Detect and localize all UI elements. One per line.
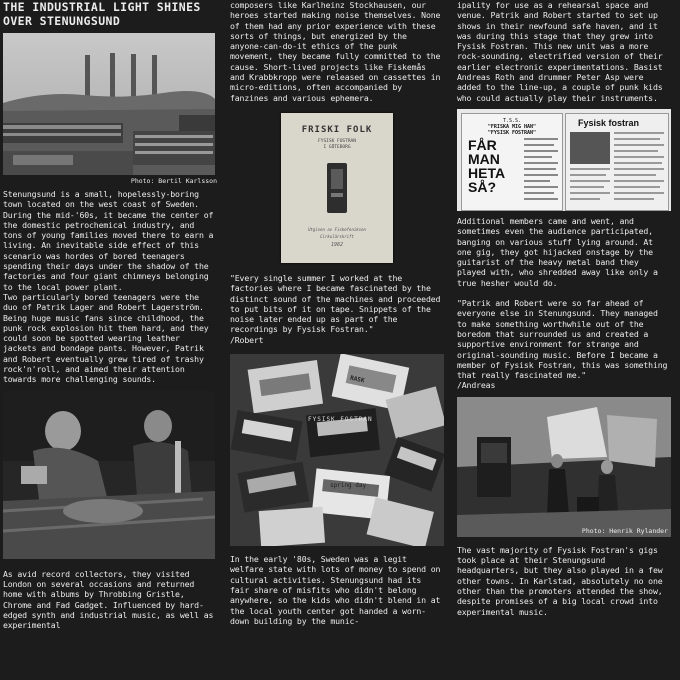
body-paragraph: Stenungsund is a small, hopelessly-boring town located on the west coast of Sweden. During the mid-'60s, it became the center of the domestic petrochemical industry, and tons of young families moved there to earn a living. An inevitable side effect of this scenario was hordes of bored teenagers spending their days under the shadow of the factories and four giant chimneys belonging to the local power plant. [3,189,214,292]
cassettes-photo: RASK FYSISK FOSTRAN spring day [230,354,444,546]
clip-left: T.S.S. "FRISKA MIG HAN" "FYSISK FOSTRAN" FÅR MAN HETA SÅ? [461,113,563,211]
body-paragraph: Additional members came and went, and sometimes even the audience participated, banging on various stuff lying around. At one gig, they got hijacked onstage by the guitarist of the heavy metal band they played with, who shredded away like only a true hesher would do. [457,215,658,288]
concert-photo: Photo: Henrik Rylander [457,397,671,537]
clip-right: Fysisk fostran [565,113,669,211]
article-title: THE INDUSTRIAL LIGHT SHINES OVER STENUNGSUND [3,0,201,28]
stenungsund-chimneys-photo [3,33,215,175]
clip-photo [570,132,610,164]
body-paragraph: Two particularly bored teenagers were the duo of Patrik Lager and Robert Lagerström. Being huge music fans since childhood, the punk rock explosion hit them hard, and they could soon be spotted wearing leather jackets and bondage pants. However, Patrik and Robert eventually grew tired of trashy rock'n'roll, and aimed their attention towards more challenging sounds. [3,291,209,385]
quote-robert: "Every single summer I worked at the factories where I became fascinated by the distinct sound of the machines and proceeded to put bits of it on tape. Snippets of the noise later ended up as part of the recordings by Fysisk Fostran." [230,272,441,335]
quote-attribution: /Robert [230,334,264,345]
fanzine-cover: FRISKI FOLK FYSISK FOSTRAN I GÖTEBORG Utgiven av Fiskefeniksen Cirkulärskrift 1982 [281,113,393,263]
clip-headline: FÅR MAN HETA SÅ? [468,136,506,195]
quote-attribution: /Andreas [457,380,496,391]
newspaper-clipping [457,109,671,211]
body-paragraph: composers like Karlheinz Stockhausen, our heroes started making noise themselves. None of them had any prior experience with these sorts of things, but energized by the anyone-can-do-it ethics of the punk movement, they became fully committed to the cause. Short-lived projects like Fiskemås and Krabbkropp were released on cassettes in micro-editions, often accompanied by fanzines and various ephemera. [230,0,441,103]
column-3 [457,0,671,680]
column-1 [3,0,217,680]
party-photo [3,391,215,559]
body-paragraph: ipality for use as a rehearsal space and venue. Patrik and Robert started to set up shows in their newfound safe haven, and it was during this stage that they grew into Fysisk Fostran. This new unit was a more rock-sounding, electrified version of their earlier electronic experimentations. Basist Andreas Roth and drummer Peter Asp were added to the line-up, a couple of punk kids who could actually play their instruments. [457,0,663,103]
photo-credit: Photo: Bertil Karlsson [130,177,217,185]
body-paragraph: The vast majority of Fysisk Fostran's gigs took place at their Stenungsund headquarters, but they also played in a few other towns. In Karlstad, absolutely no one other than the promoters attended the show, despite promises of a big local crowd into experimental music. [457,544,663,617]
quote-andreas: "Patrik and Robert were so far ahead of everyone else in Stenungsund. They managed to make something worthwhile out of the boredom that surrounded us and created a supportive environment for strange and original-sounding music. Before I became a member of Fysisk Fostran, this was something that really fascinated me." [457,298,668,381]
column-2 [230,0,444,680]
body-paragraph: As avid record collectors, they visited London on several occasions and returned home with albums by Throbbing Gristle, Chrome and Fad Gadget. Influenced by hard-edged synth and industrial music, as well as experimental [3,568,214,631]
body-paragraph: In the early '80s, Sweden was a legit welfare state with lots of money to spend on cultural activities. Stenungsund had its fair share of misfits who didn't belong anywhere, so the kids who didn't blend in at the local youth center got handed a worn-down building by the munic- [230,554,441,626]
fanzine-emblem [317,161,357,217]
